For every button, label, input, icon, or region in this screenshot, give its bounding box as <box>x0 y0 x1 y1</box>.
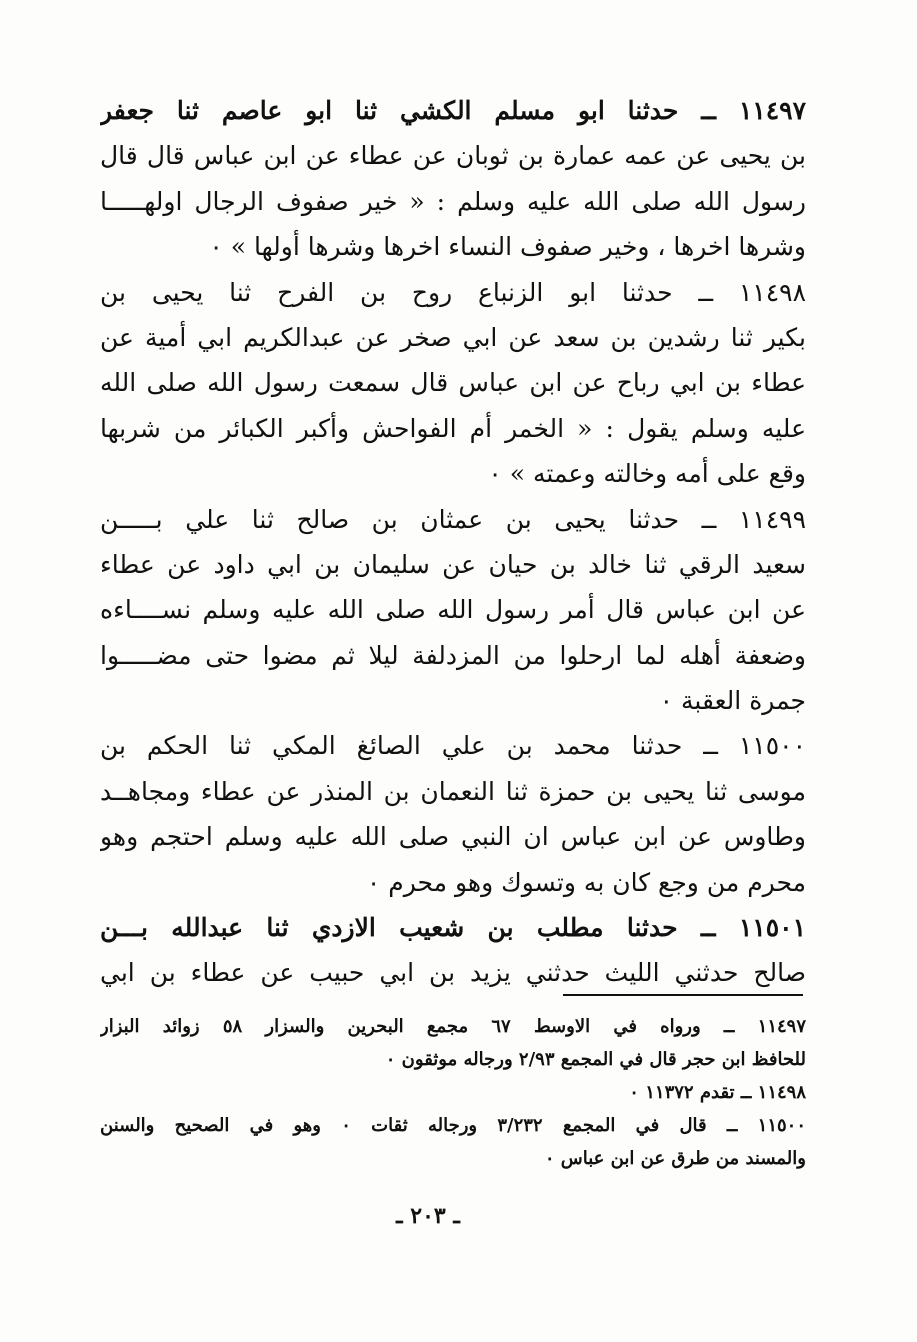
text-line: صالح حدثني الليث حدثني يزيد بن ابي حبيب عن عطاء بن ابي <box>100 958 806 988</box>
main-text <box>100 88 806 996</box>
hadith-11498 <box>100 270 806 497</box>
text-line: وطاوس عن ابن عباس ان النبي صلى الله عليه وسلم احتجم وهو <box>100 822 806 852</box>
footnote-line: ١١٤٩٨ ــ تقدم ١١٣٧٢ ٠ <box>629 1082 806 1103</box>
hadith-11499 <box>100 497 806 724</box>
footnote-separator <box>563 994 803 996</box>
page-number: ـ ٢٠٣ ـ <box>396 1203 460 1229</box>
text-line: ١١٤٩٨ ــ حدثنا ابو الزنباع روح بن الفرح ثنا يحيى بن <box>100 277 806 307</box>
text-line: بن يحيى عن عمه عمارة بن ثوبان عن عطاء عن ابن عباس قال قال <box>100 141 806 171</box>
text-line: وشرها اخرها ، وخير صفوف النساء اخرها وشرها أولها » ٠ <box>209 232 806 262</box>
text-line: وقع على أمه وخالته وعمته » ٠ <box>488 459 806 489</box>
footnote-line: للحافظ ابن حجر قال في المجمع ٢/٩٣ ورجاله موثقون ٠ <box>385 1049 806 1070</box>
text-line: سعيد الرقي ثنا خالد بن حيان عن سليمان بن ابي داود عن عطاء <box>100 549 806 579</box>
text-line: وضعفة أهله لما ارحلوا من المزدلفة ليلا ثم مضوا حتى مضـــــوا <box>100 640 806 670</box>
text-line: محرم من وجع كان به وتسوك وهو محرم ٠ <box>366 867 806 897</box>
text-line: ١١٥٠١ ــ حدثنا مطلب بن شعيب الازدي ثنا عبدالله بـــن <box>100 913 806 943</box>
hadith-11500 <box>100 723 806 905</box>
text-line: عطاء بن ابي رباح عن ابن عباس قال سمعت رسول الله صلى الله <box>100 368 806 398</box>
footnote-line: ١١٤٩٧ ــ ورواه في الاوسط ٦٧ مجمع البحرين والسزار ٥٨ زوائد البزار <box>100 1016 806 1037</box>
text-line: بكير ثنا رشدين بن سعد عن ابي صخر عن عبدالكريم ابي أمية عن <box>100 322 806 352</box>
hadith-11501 <box>100 905 806 996</box>
text-line: عليه وسلم يقول : « الخمر أم الفواحش وأكبر الكبائر من شربها <box>100 413 806 443</box>
text-line: ١١٤٩٩ ــ حدثنا يحيى بن عمثان بن صالح ثنا علي بـــــن <box>100 504 806 534</box>
hadith-11497 <box>100 88 806 270</box>
footnotes <box>100 1010 806 1175</box>
text-line: عن ابن عباس قال أمر رسول الله صلى الله عليه وسلم نســــاءه <box>100 595 806 625</box>
text-line: ١١٥٠٠ ــ حدثنا محمد بن علي الصائغ المكي ثنا الحكم بن <box>100 731 806 761</box>
footnote-line: ١١٥٠٠ ــ قال في المجمع ٣/٢٣٢ ورجاله ثقات ٠ وهو في الصحيح والسنن <box>100 1115 806 1136</box>
text-line: رسول الله صلى الله عليه وسلم : « خير صفوف الرجال اولهـــــا <box>100 186 806 216</box>
text-line: ١١٤٩٧ ــ حدثنا ابو مسلم الكشي ثنا ابو عاصم ثنا جعفر <box>100 96 806 125</box>
footnote-line: والمسند من طرق عن ابن عباس ٠ <box>544 1148 806 1169</box>
text-line: جمرة العقبة ٠ <box>659 686 806 716</box>
text-line: موسى ثنا يحيى بن حمزة ثنا النعمان بن المنذر عن عطاء ومجاهــد <box>100 776 806 806</box>
